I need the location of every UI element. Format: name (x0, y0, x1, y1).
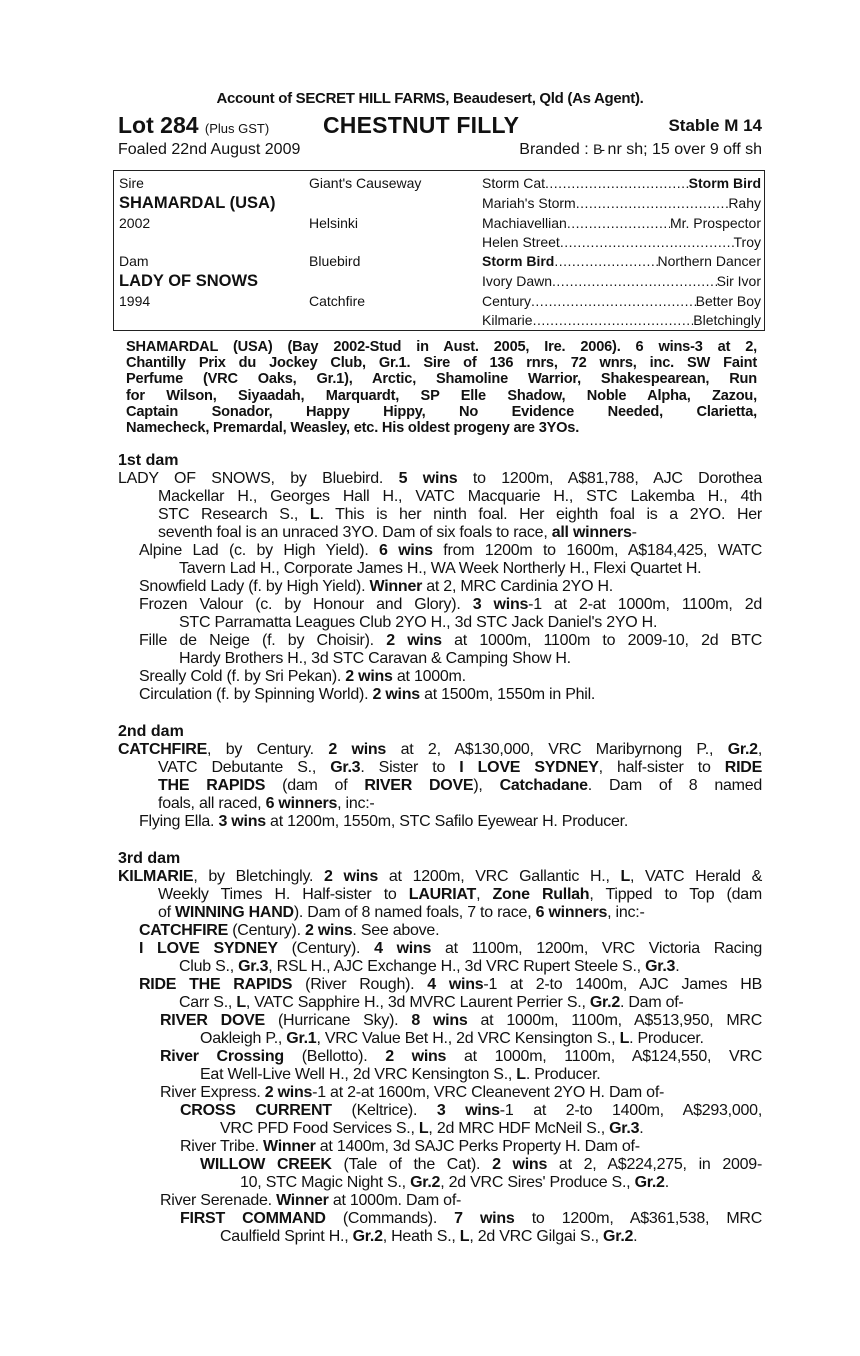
text-segment: VRC PFD Food Services S., (220, 1120, 419, 1137)
bold-text: I LOVE SYDNEY (139, 940, 278, 957)
progeny-entry (118, 940, 762, 976)
entry-line (118, 506, 762, 524)
pedigree-col1: Dam (119, 253, 149, 269)
progeny-entry (118, 741, 762, 813)
bold-text: L (309, 506, 320, 523)
pedigree-col3 (482, 194, 761, 213)
section-heading: 3rd dam (118, 850, 181, 867)
section-3rd-dam (118, 850, 762, 1246)
bold-text: 8 wins (411, 1012, 468, 1029)
text-segment: to 1200m, A$361,538, MRC (514, 1210, 763, 1227)
entry-line (118, 470, 762, 488)
leader-dots (552, 272, 717, 291)
bold-text: Gr.1 (286, 1030, 317, 1047)
summary-line: Chantilly Prix du Jockey Club, Gr.1. Sire of 136 rnrs, 72 wnrs, inc. SW Faint (126, 355, 757, 372)
text-segment: Hardy Brothers H., 3d STC Caravan & Camping Show H. (179, 650, 571, 667)
entry-line (118, 1228, 762, 1246)
progeny-entry (118, 868, 762, 922)
bold-text: Gr.2 (634, 1174, 665, 1191)
bold-text: LAURIAT (408, 886, 477, 903)
entry-line (118, 560, 762, 578)
text-segment: at 2, A$130,000, VRC Maribyrnong P., (386, 741, 728, 758)
bold-text: all winners (551, 524, 632, 541)
entry-line (118, 886, 762, 904)
bold-text: 3 wins (472, 596, 529, 613)
pedigree-col3 (482, 292, 761, 311)
sire-summary (126, 339, 757, 436)
lot-number (118, 112, 269, 139)
entry-line (118, 813, 762, 831)
bold-text: CATCHFIRE (139, 922, 228, 939)
progeny-entry (118, 1156, 762, 1192)
pedigree-ancestor-sire: Better Boy (695, 293, 761, 309)
text-segment: Snowfield Lady (f. by High Yield). (139, 578, 370, 595)
text-segment: Club S., (179, 958, 239, 975)
summary-line: for Wilson, Siyaadah, Marquardt, SP Elle Shadow, Noble Alpha, Zazou, (126, 387, 757, 404)
summary-line: Perfume (VRC Oaks, Gr.1), Arctic, Shamoline Warrior, Shakespearean, Run (126, 371, 757, 388)
entry-line (118, 542, 762, 560)
pedigree-row (114, 194, 764, 213)
bold-text: Catchadane (499, 777, 588, 794)
text-segment: LADY OF SNOWS, by Bluebird. (118, 470, 399, 487)
pedigree-col2: Helsinki (309, 215, 359, 231)
bold-text: 2 wins (345, 668, 393, 685)
text-segment: , RSL H., AJC Exchange H., 3d VRC Rupert Steele S., (268, 958, 646, 975)
text-segment: . Producer. (629, 1030, 704, 1047)
text-segment: at 1000m, 1100m, A$124,550, VRC (446, 1048, 763, 1065)
entry-line (118, 976, 762, 994)
text-segment: , Heath S., (382, 1228, 460, 1245)
summary-line: SHAMARDAL (USA) (Bay 2002-Stud in Aust. 2005, Ire. 2006). 6 wins-3 at 2, (126, 339, 757, 355)
bold-text: RIDE (724, 759, 762, 776)
progeny-entry (118, 668, 762, 686)
text-segment: , Tipped to Top (dam (589, 886, 763, 903)
text-segment: at 2, A$224,275, in 2009- (547, 1156, 763, 1173)
entry-line (118, 1048, 762, 1066)
bold-text: WINNING HAND (175, 904, 294, 921)
entry-line (118, 1138, 762, 1156)
bold-text: Gr.3 (238, 958, 269, 975)
entry-line (118, 940, 762, 958)
bold-text: Gr.2 (589, 994, 620, 1011)
text-segment: (Hurricane Sky). (264, 1012, 412, 1029)
pedigree-col1: 2002 (119, 215, 151, 231)
progeny-entry (118, 976, 762, 1012)
entry-line (118, 1066, 762, 1084)
lot-header (118, 112, 762, 140)
branded-text: nr sh; 15 over 9 off sh (603, 141, 762, 158)
bold-text: L (236, 994, 246, 1011)
text-segment: . Dam of 8 named (587, 777, 763, 794)
text-segment: (Bellotto). (283, 1048, 386, 1065)
progeny-entry (118, 922, 762, 940)
entry-line (118, 1102, 762, 1120)
progeny-entry (118, 1012, 762, 1048)
pedigree-ancestor-sire: Storm Bird (688, 175, 761, 191)
text-segment: of (158, 904, 176, 921)
pedigree-ancestor-sire: Mr. Prospector (669, 215, 761, 231)
text-segment: at 1000m. Dam of- (328, 1192, 462, 1209)
bold-text: WILLOW CREEK (200, 1156, 332, 1173)
text-segment: foals, all raced, (158, 795, 266, 812)
bold-text: RIVER DOVE (160, 1012, 265, 1029)
entry-line (118, 904, 762, 922)
pedigree-col3 (482, 214, 761, 233)
bold-text: L (620, 868, 630, 885)
progeny-entry (118, 1192, 762, 1210)
bold-text: FIRST COMMAND (180, 1210, 326, 1227)
leader-dots (560, 233, 734, 252)
bold-text: L (418, 1120, 429, 1137)
entry-line (118, 1192, 762, 1210)
entry-line (118, 686, 762, 704)
bold-text: L (619, 1030, 630, 1047)
text-segment: 10, STC Magic Night S., (240, 1174, 411, 1191)
text-segment: ). Dam of 8 named foals, 7 to race, (293, 904, 536, 921)
section-heading: 2nd dam (118, 723, 184, 740)
pedigree-row (114, 272, 764, 291)
bold-text: Gr.2 (410, 1174, 441, 1191)
text-segment: , VATC Herald & (630, 868, 763, 885)
bold-text: L (459, 1228, 470, 1245)
text-segment: , inc:- (607, 904, 645, 921)
pedigree-ancestor: Mariah's Storm (482, 195, 576, 211)
text-segment: , VATC Sapphire H., 3d MVRC Laurent Perrier S., (245, 994, 590, 1011)
bold-text: Gr.2 (603, 1228, 634, 1245)
entry-line (118, 578, 762, 596)
bold-text: 6 wins (379, 542, 433, 559)
entry-line (118, 668, 762, 686)
text-segment: River Serenade. (160, 1192, 277, 1209)
leader-dots (567, 214, 670, 233)
pedigree-col2: Catchfire (309, 293, 366, 309)
bold-text: RIVER DOVE (364, 777, 474, 794)
text-segment: , 2d MRC HDF McNeil S., (428, 1120, 610, 1137)
text-segment: Circulation (f. by Spinning World). (139, 686, 373, 703)
progeny-entry (118, 632, 762, 668)
bold-text: 2 wins (324, 868, 379, 885)
progeny-entry (118, 542, 762, 578)
text-segment: at 1200m, VRC Gallantic H., (378, 868, 621, 885)
bold-text: 2 wins (386, 632, 442, 649)
bold-text: 5 wins (398, 470, 458, 487)
entry-line (118, 488, 762, 506)
text-segment: Frozen Valour (c. by Honour and Glory). (139, 596, 473, 613)
entry-line (118, 994, 762, 1012)
text-segment: , 2d VRC Sires' Produce S., (440, 1174, 635, 1191)
pedigree-ancestor-sire: Northern Dancer (657, 253, 761, 269)
pedigree-col1: 1994 (119, 293, 151, 309)
text-segment: Alpine Lad (c. by High Yield). (139, 542, 380, 559)
text-segment: Caulfield Sprint H., (220, 1228, 353, 1245)
bold-text: CATCHFIRE (118, 741, 207, 758)
text-segment: . See above. (352, 922, 440, 939)
entry-line (118, 759, 762, 777)
pedigree-ancestor: Helen Street (482, 234, 560, 250)
text-segment: VATC Debutante S., (158, 759, 331, 776)
leader-dots (576, 194, 729, 213)
entry-line (118, 922, 762, 940)
bold-text: 2 wins (492, 1156, 548, 1173)
pedigree-ancestor-sire: Rahy (728, 195, 761, 211)
text-segment: (Century). (277, 940, 375, 957)
pedigree-ancestor: Kilmarie (482, 312, 533, 328)
entry-line (118, 596, 762, 614)
text-segment: -1 at 2-to 1400m, AJC James HB (483, 976, 763, 993)
section-heading: 1st dam (118, 452, 179, 469)
branded-label: Branded : (519, 141, 594, 158)
pedigree-row (114, 233, 764, 252)
pedigree-col1: LADY OF SNOWS (119, 272, 259, 290)
section-2nd-dam (118, 723, 762, 831)
bold-text: Gr.3 (645, 958, 676, 975)
text-segment: from 1200m to 1600m, A$184,425, WATC (432, 542, 763, 559)
text-segment: . Dam of- (619, 994, 684, 1011)
bold-text: L (516, 1066, 526, 1083)
text-segment: - (631, 524, 637, 541)
progeny-entry (118, 470, 762, 542)
progeny-entry (118, 596, 762, 632)
pedigree-row (114, 252, 764, 271)
pedigree-table (113, 170, 765, 331)
text-segment: -1 at 2-at 1600m, VRC Cleanevent 2YO H. Dam of- (312, 1084, 665, 1101)
pedigree-row (114, 174, 764, 193)
leader-dots (533, 311, 694, 330)
text-segment: , (476, 886, 493, 903)
bold-text: 2 wins (328, 741, 387, 758)
text-segment: (River Rough). (292, 976, 428, 993)
text-segment: at 1000m, 1100m, A$513,950, MRC (467, 1012, 763, 1029)
pedigree-ancestor-sire: Sir Ivor (716, 273, 761, 289)
entry-line (118, 650, 762, 668)
horse-description: CHESTNUT FILLY (323, 112, 520, 138)
entry-line (118, 1210, 762, 1228)
bold-text: 6 winners (535, 904, 608, 921)
text-segment: at 1100m, 1200m, VRC Victoria Racing (431, 940, 763, 957)
pedigree-ancestor: Machiavellian (482, 215, 567, 231)
text-segment: -1 at 2-at 1000m, 1100m, 2d (528, 596, 762, 613)
pedigree-ancestor: Storm Bird (482, 253, 555, 269)
text-segment: Carr S., (179, 994, 237, 1011)
bold-text: Gr.3 (609, 1120, 640, 1137)
bold-text: River Crossing (160, 1048, 284, 1065)
stable-number: Stable M 14 (668, 116, 762, 135)
text-segment: at 1500m, 1550m in Phil. (419, 686, 596, 703)
bold-text: 2 wins (305, 922, 353, 939)
lot-label: Lot 284 (118, 112, 199, 138)
pedigree-col3 (482, 174, 761, 193)
pedigree-col3 (482, 311, 761, 330)
entry-line (118, 741, 762, 759)
text-segment: at 2, MRC Cardinia 2YO H. (422, 578, 613, 595)
text-segment: ), (473, 777, 500, 794)
pedigree-ancestor: Storm Cat (482, 175, 546, 191)
bold-text: 7 wins (454, 1210, 515, 1227)
bold-text: 4 wins (374, 940, 432, 957)
entry-line (118, 1120, 762, 1138)
leader-dots (545, 174, 689, 193)
progeny-entry (118, 813, 762, 831)
progeny-entry (118, 578, 762, 596)
text-segment: , by Bletchingly. (193, 868, 325, 885)
progeny-entry (118, 1102, 762, 1138)
bold-text: Winner (369, 578, 423, 595)
pedigree-col3 (482, 272, 761, 291)
bold-text: 2 wins (372, 686, 420, 703)
progeny-entry (118, 686, 762, 704)
summary-line: Captain Sonador, Happy Hippy, No Evidence Needed, Clarietta, (126, 403, 757, 420)
pedigree-ancestor: Ivory Dawn (482, 273, 553, 289)
entry-line (118, 958, 762, 976)
pedigree-ancestor-sire: Troy (733, 234, 761, 250)
brand-info (519, 141, 762, 159)
text-segment: . This is her ninth foal. Her eighth foal is a 2YO. Her (319, 506, 762, 523)
bold-text: THE RAPIDS (158, 777, 266, 794)
text-segment: , VRC Value Bet H., 2d VRC Kensington S., (316, 1030, 620, 1047)
text-segment: at 1200m, 1550m, STC Safilo Eyewear H. Producer. (265, 813, 629, 830)
bold-text: 2 wins (264, 1084, 313, 1101)
bold-text: Winner (276, 1192, 329, 1209)
bold-text: 3 wins (218, 813, 266, 830)
entry-line (118, 632, 762, 650)
bold-text: Gr.2 (352, 1228, 383, 1245)
entry-line (118, 868, 762, 886)
text-segment: River Express. (160, 1084, 265, 1101)
section-1st-dam (118, 452, 762, 704)
text-segment: Mackellar H., Georges Hall H., VATC Macquarie H., STC Lakemba H., 4th (158, 488, 762, 505)
text-segment: (Keltrice). (331, 1102, 437, 1119)
text-segment: River Tribe. (180, 1138, 263, 1155)
text-segment: . (675, 958, 680, 975)
bold-text: KILMARIE (118, 868, 194, 885)
progeny-entry (118, 1210, 762, 1246)
bold-text: 2 wins (385, 1048, 447, 1065)
pedigree-row (114, 311, 764, 330)
entry-line (118, 524, 762, 542)
text-segment: . Producer. (525, 1066, 601, 1083)
summary-line: Namecheck, Premardal, Weasley, etc. His oldest progeny are 3YOs. (126, 420, 580, 437)
pedigree-col2: Bluebird (309, 253, 361, 269)
text-segment: , by Century. (207, 741, 329, 758)
text-segment: (Tale of the Cat). (331, 1156, 493, 1173)
pedigree-col2: Giant's Causeway (309, 175, 422, 191)
text-segment: . (639, 1120, 644, 1137)
text-segment: Flying Ella. (139, 813, 219, 830)
bold-text: 4 wins (427, 976, 484, 993)
text-segment: STC Parramatta Leagues Club 2YO H., 3d STC Jack Daniel's 2YO H. (179, 614, 658, 631)
text-segment: Fille de Neige (f. by Choisir). (139, 632, 387, 649)
gst-note: (Plus GST) (204, 121, 270, 136)
progeny-entry (118, 1138, 762, 1156)
entry-line (118, 795, 762, 813)
foaled-date: Foaled 22nd August 2009 (118, 141, 301, 158)
bold-text: I LOVE SYDNEY (459, 759, 599, 776)
pedigree-row (114, 292, 764, 311)
progeny-entry (118, 1048, 762, 1084)
text-segment: Tavern Lad H., Corporate James H., WA Week Northerly H., Flexi Quartet H. (179, 560, 702, 577)
text-segment: , inc:- (337, 795, 375, 812)
pedigree-col3 (482, 233, 761, 252)
text-segment: at 1000m. (392, 668, 466, 685)
bold-text: Gr.2 (727, 741, 758, 758)
pedigree-col1: SHAMARDAL (USA) (119, 194, 276, 212)
pedigree-col3 (482, 252, 761, 271)
text-segment: at 1000m, 1100m to 2009-10, 2d BTC (441, 632, 763, 649)
text-segment: to 1200m, A$81,788, AJC Dorothea (457, 470, 762, 487)
text-segment: Sreally Cold (f. by Sri Pekan). (139, 668, 346, 685)
text-segment: (Commands). (325, 1210, 455, 1227)
entry-line (118, 1030, 762, 1048)
text-segment: STC Research S., (158, 506, 310, 523)
text-segment: Oakleigh P., (200, 1030, 287, 1047)
bold-text: CROSS CURRENT (180, 1102, 332, 1119)
text-segment: Weekly Times H. Half-sister to (158, 886, 409, 903)
leader-dots (554, 252, 657, 271)
bold-text: Winner (263, 1138, 316, 1155)
bold-text: 3 wins (436, 1102, 500, 1119)
vendor-account: Account of SECRET HILL FARMS, Beaudesert, Qld (As Agent). (216, 90, 644, 107)
text-segment: . (633, 1228, 638, 1245)
text-segment: at 1400m, 3d SAJC Perks Property H. Dam of- (315, 1138, 640, 1155)
bold-text: 6 winners (265, 795, 338, 812)
text-segment: , 2d VRC Gilgai S., (469, 1228, 604, 1245)
text-segment: -1 at 2-to 1400m, A$293,000, (499, 1102, 763, 1119)
entry-line (118, 1156, 762, 1174)
text-segment: . (664, 1174, 669, 1191)
text-segment: Eat Well-Live Well H., 2d VRC Kensington S., (200, 1066, 517, 1083)
bold-text: RIDE THE RAPIDS (139, 976, 293, 993)
pedigree-row (114, 214, 764, 233)
entry-line (118, 1174, 762, 1192)
bold-text: Gr.3 (330, 759, 361, 776)
text-segment: (dam of (265, 777, 365, 794)
text-segment: . Sister to (360, 759, 460, 776)
progeny-entry (118, 1084, 762, 1102)
text-segment: seventh foal is an unraced 3YO. Dam of six foals to race, (158, 524, 552, 541)
bold-text: Zone Rullah (492, 886, 590, 903)
text-segment: , (757, 741, 763, 758)
pedigree-ancestor: Century (482, 293, 532, 309)
leader-dots (531, 292, 696, 311)
text-segment: (Century). (228, 922, 306, 939)
entry-line (118, 1012, 762, 1030)
text-segment: , half-sister to (598, 759, 725, 776)
pedigree-ancestor-sire: Bletchingly (693, 312, 761, 328)
entry-line (118, 777, 762, 795)
brand-mark-icon: B- (593, 141, 604, 157)
entry-line (118, 1084, 762, 1102)
pedigree-col1: Sire (119, 175, 144, 191)
entry-line (118, 614, 762, 632)
